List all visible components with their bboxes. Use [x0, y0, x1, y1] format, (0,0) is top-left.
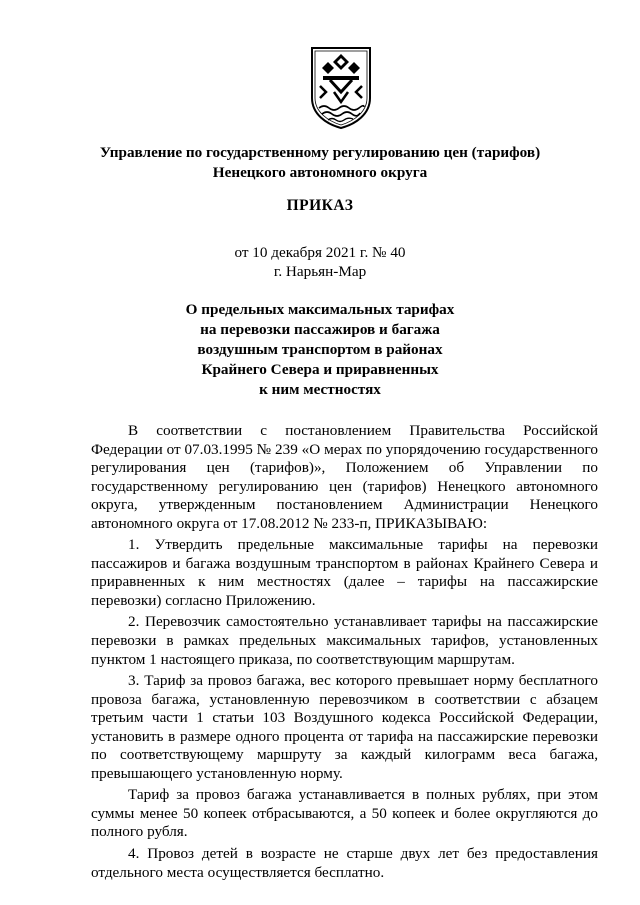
clause-3-paragraph: 3. Тариф за провоз багажа, вес которого превышает норму бесплатного провоза багажа, установленную перевозчиком в соответствии с абзацем третьим части 1 статьи 103 Воздушного кодекса Российской Федерации, установить в размере одного процента от тарифа на пассажирские перевозки по соответствующему маршруту за каждый килограмм веса багажа, превышающего установленную норму. [91, 672, 598, 782]
authority-line-2: Ненецкого автономного округа [212, 164, 428, 181]
document-type: ПРИКАЗ [286, 197, 354, 214]
clause-4-paragraph: 4. Провоз детей в возрасте не старше двух лет без предоставления отдельного места осуществляется бесплатно. [91, 845, 598, 881]
title-line-2: на перевозки пассажиров и багажа [200, 321, 440, 338]
title-line-1: О предельных максимальных тарифах [185, 301, 455, 318]
clause-1-paragraph: 1. Утвердить предельные максимальные тарифы на перевозки пассажиров и багажа воздушным транспортом в районах Крайнего Севера и приравненных к ним местностях (далее – тарифы на пассажирские перевозки) согласно Приложению. [91, 536, 598, 609]
order-place: г. Нарьян-Мар [273, 263, 367, 280]
order-date-block [0, 243, 640, 281]
clause-2-paragraph: 2. Перевозчик самостоятельно устанавливает тарифы на пассажирские перевозки в рамках предельных максимальных тарифов, установленных пунктом 1 настоящего приказа, по соответствующим маршрутам. [91, 613, 598, 668]
clause-3-rounding-paragraph: Тариф за провоз багажа устанавливается в полных рублях, при этом суммы менее 50 копеек отбрасываются, а 50 копеек и более округляются до полного рубля. [91, 786, 598, 841]
preamble-paragraph: В соответствии с постановлением Правительства Российской Федерации от 07.03.1995 № 239 «О мерах по упорядочению государственного регулирования цен (тарифов)», Положением об Управлении по государственному регулированию цен (тарифов) Ненецкого автономного округа, утвержденным постановлением Администрации Ненецкого автономного округа от 17.08.2012 № 233-п, ПРИКАЗЫВАЮ: [91, 422, 598, 532]
coat-of-arms-emblem [310, 46, 372, 130]
order-date-number: от 10 декабря 2021 г. № 40 [234, 244, 406, 261]
title-line-3: воздушным транспортом в районах [197, 341, 443, 358]
title-line-5: к ним местностях [259, 381, 381, 398]
order-title [0, 300, 640, 400]
authority-line-1: Управление по государственному регулированию цен (тарифов) [99, 144, 541, 161]
issuing-authority [0, 143, 640, 183]
order-body [91, 422, 598, 885]
title-line-4: Крайнего Севера и приравненных [201, 361, 439, 378]
